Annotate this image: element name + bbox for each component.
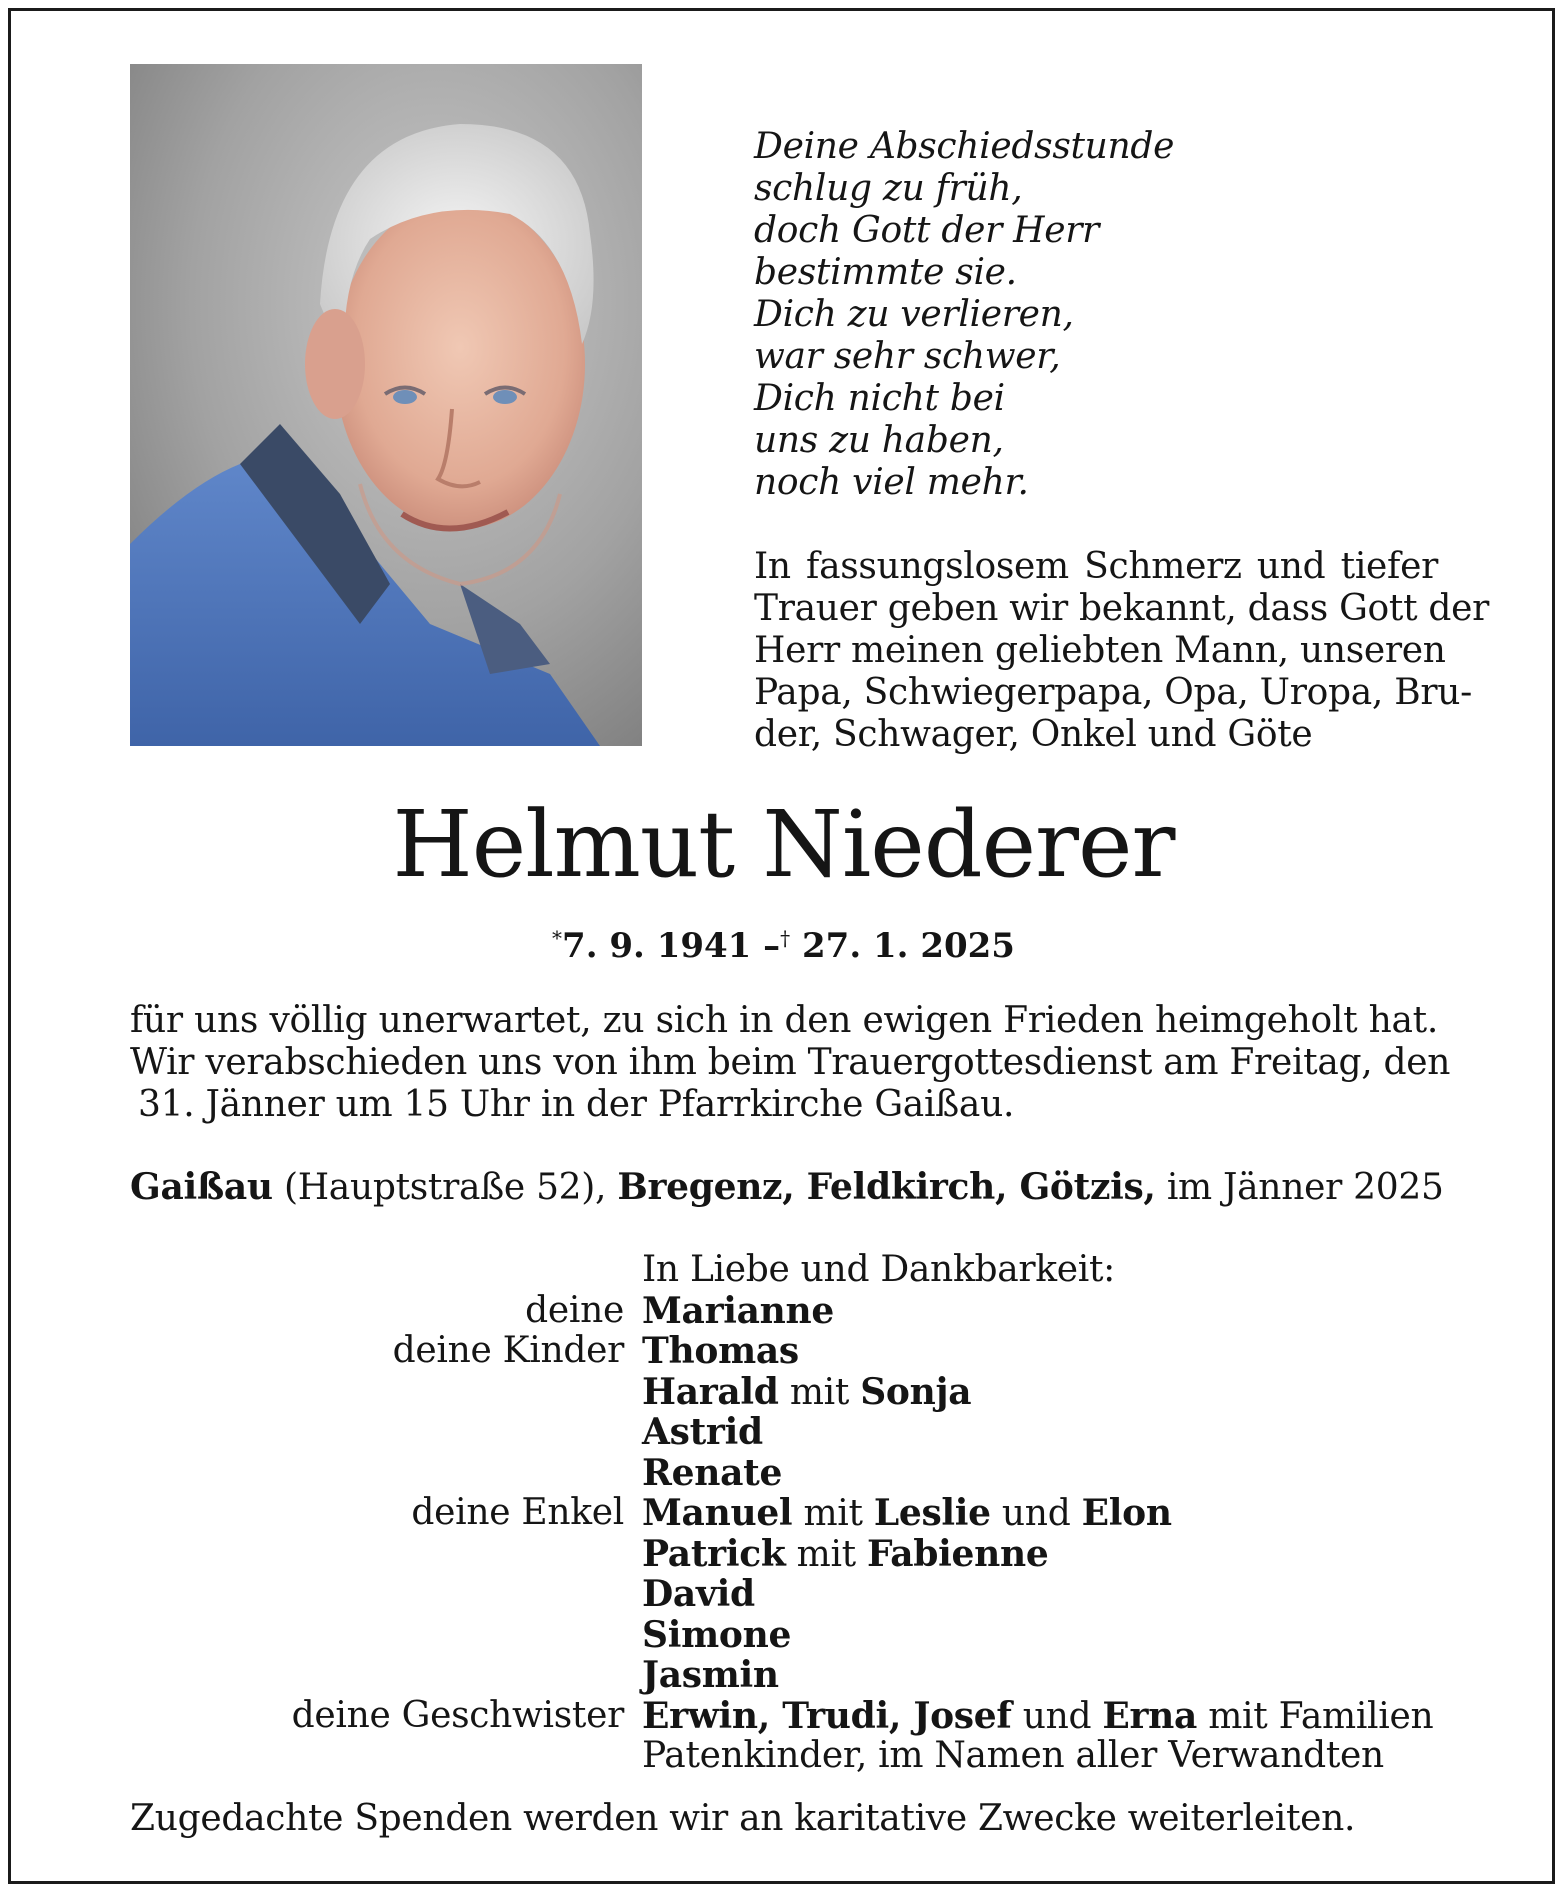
mourner-row — [130, 1736, 1470, 1777]
poem-line: Dich zu verlieren, — [754, 294, 1074, 335]
body-line: Wir verabschieden uns von ihm beim Trauergottesdienst am Freitag, den — [130, 1042, 1451, 1083]
mourner-connector: mit Familien — [1197, 1695, 1434, 1737]
mourner-name: Erwin, Trudi, Josef — [642, 1694, 1012, 1737]
mourner-connector: Patenkinder, im Namen aller Verwandten — [642, 1735, 1384, 1776]
mourner-names — [624, 1655, 779, 1696]
mourner-connector: und — [990, 1493, 1082, 1534]
poem-line: schlug zu früh, — [754, 168, 1023, 209]
mourner-relation — [130, 1574, 624, 1615]
place-others: Bregenz, Feldkirch, Götzis, — [617, 1166, 1156, 1208]
mourner-names — [624, 1412, 763, 1453]
donation-note: Zugedachte Spenden werden wir an karitative Zwecke weiterleiten. — [130, 1798, 1356, 1839]
mourners-list — [130, 1250, 1470, 1777]
place-address: (Hauptstraße 52), — [272, 1167, 618, 1208]
place-line — [130, 1166, 1444, 1209]
place-date: im Jänner 2025 — [1155, 1167, 1444, 1208]
mourner-names — [624, 1331, 799, 1372]
mourner-names — [624, 1615, 791, 1656]
mourner-name: Manuel — [642, 1492, 793, 1534]
mourner-relation: deine — [525, 1289, 624, 1331]
mourner-name: Harald — [642, 1370, 779, 1413]
mourner-relation: deine Geschwister — [291, 1694, 624, 1736]
mourner-row — [130, 1412, 1470, 1453]
mourner-name: Jasmin — [642, 1654, 779, 1696]
mourners-heading: In Liebe und Dankbarkeit: — [642, 1249, 1115, 1290]
mourner-row — [130, 1696, 1470, 1737]
mourner-names — [624, 1372, 971, 1413]
mourner-connector: mit — [792, 1493, 874, 1534]
place-town: Gaißau — [130, 1166, 273, 1208]
mourner-names — [624, 1534, 1049, 1575]
mourner-names — [624, 1736, 1384, 1777]
body-line: für uns völlig unerwartet, zu sich in den ewigen Frieden heimgeholt hat. — [130, 1000, 1438, 1041]
mourner-row — [130, 1615, 1470, 1656]
mourner-name: Elon — [1081, 1492, 1172, 1534]
birth-date: 7. 9. 1941 — [562, 926, 752, 966]
mourner-row — [130, 1453, 1470, 1494]
deceased-name: Helmut Niederer — [392, 791, 1175, 898]
poem-line: uns zu haben, — [754, 420, 1004, 461]
poem-line: noch viel mehr. — [754, 462, 1029, 503]
birth-symbol: * — [552, 926, 563, 950]
mourner-relation — [130, 1372, 624, 1413]
mourner-name: Marianne — [642, 1289, 834, 1332]
poem-line: war sehr schwer, — [754, 336, 1061, 377]
poem-line: Dich nicht bei — [754, 378, 1005, 419]
intro-line: Herr meinen geliebten Mann, unseren — [754, 630, 1446, 671]
poem-line: doch Gott der Herr — [754, 210, 1100, 251]
mourner-relation — [130, 1655, 624, 1696]
mourner-row — [130, 1655, 1470, 1696]
mourner-relation: deine Enkel — [411, 1492, 624, 1533]
poem-line: bestimmte sie. — [754, 252, 1017, 293]
mourner-relation — [130, 1615, 624, 1656]
death-symbol: † — [780, 926, 791, 950]
portrait-photo — [130, 64, 642, 746]
mourner-name: Sonja — [860, 1370, 972, 1413]
mourner-names — [624, 1574, 755, 1615]
mourner-name: Thomas — [642, 1330, 799, 1372]
mourner-name: Renate — [642, 1451, 783, 1494]
mourner-name: Erna — [1102, 1694, 1198, 1737]
intro-line: In fassungslosem Schmerz und tiefer — [754, 546, 1438, 587]
mourner-row — [130, 1291, 1470, 1332]
mourner-name: Simone — [642, 1613, 792, 1656]
date-separator: – — [751, 926, 781, 966]
mourner-row — [130, 1534, 1470, 1575]
mourner-relation — [130, 1736, 624, 1777]
mourner-names — [624, 1493, 1172, 1534]
life-dates — [0, 918, 1567, 966]
mourner-relation — [130, 1453, 624, 1494]
mourner-name: David — [642, 1573, 755, 1615]
mourner-connector: mit — [778, 1371, 861, 1413]
body-line: 31. Jänner um 15 Uhr in der Pfarrkirche Gaißau. — [138, 1084, 1015, 1125]
mourner-row — [130, 1493, 1470, 1534]
announcement-intro — [754, 546, 1490, 756]
mourner-connector: und — [1011, 1695, 1103, 1737]
mourner-name: Leslie — [873, 1492, 991, 1534]
mourner-name: Patrick — [642, 1532, 786, 1575]
mourner-relation — [130, 1412, 624, 1453]
death-date: 27. 1. 2025 — [790, 926, 1015, 966]
poem — [754, 126, 1174, 504]
mourner-relation — [130, 1534, 624, 1575]
mourner-row — [130, 1372, 1470, 1413]
mourner-relation: deine Kinder — [392, 1330, 624, 1371]
intro-line: Trauer geben wir bekannt, dass Gott der — [754, 588, 1490, 629]
mourner-name: Fabienne — [866, 1532, 1049, 1575]
mourner-names — [624, 1453, 782, 1494]
intro-line: der, Schwager, Onkel und Göte — [754, 714, 1313, 755]
mourner-connector: mit — [785, 1533, 867, 1575]
intro-line: Papa, Schwiegerpapa, Opa, Uropa, Bru- — [754, 672, 1473, 713]
mourner-row — [130, 1331, 1470, 1372]
mourner-name: Astrid — [642, 1411, 763, 1453]
poem-line: Deine Abschiedsstunde — [754, 126, 1175, 167]
mourner-names — [624, 1696, 1433, 1737]
mourner-row — [130, 1574, 1470, 1615]
mourner-names — [624, 1291, 834, 1332]
service-announcement — [130, 1000, 1451, 1126]
mourners-heading-row — [130, 1250, 1470, 1291]
